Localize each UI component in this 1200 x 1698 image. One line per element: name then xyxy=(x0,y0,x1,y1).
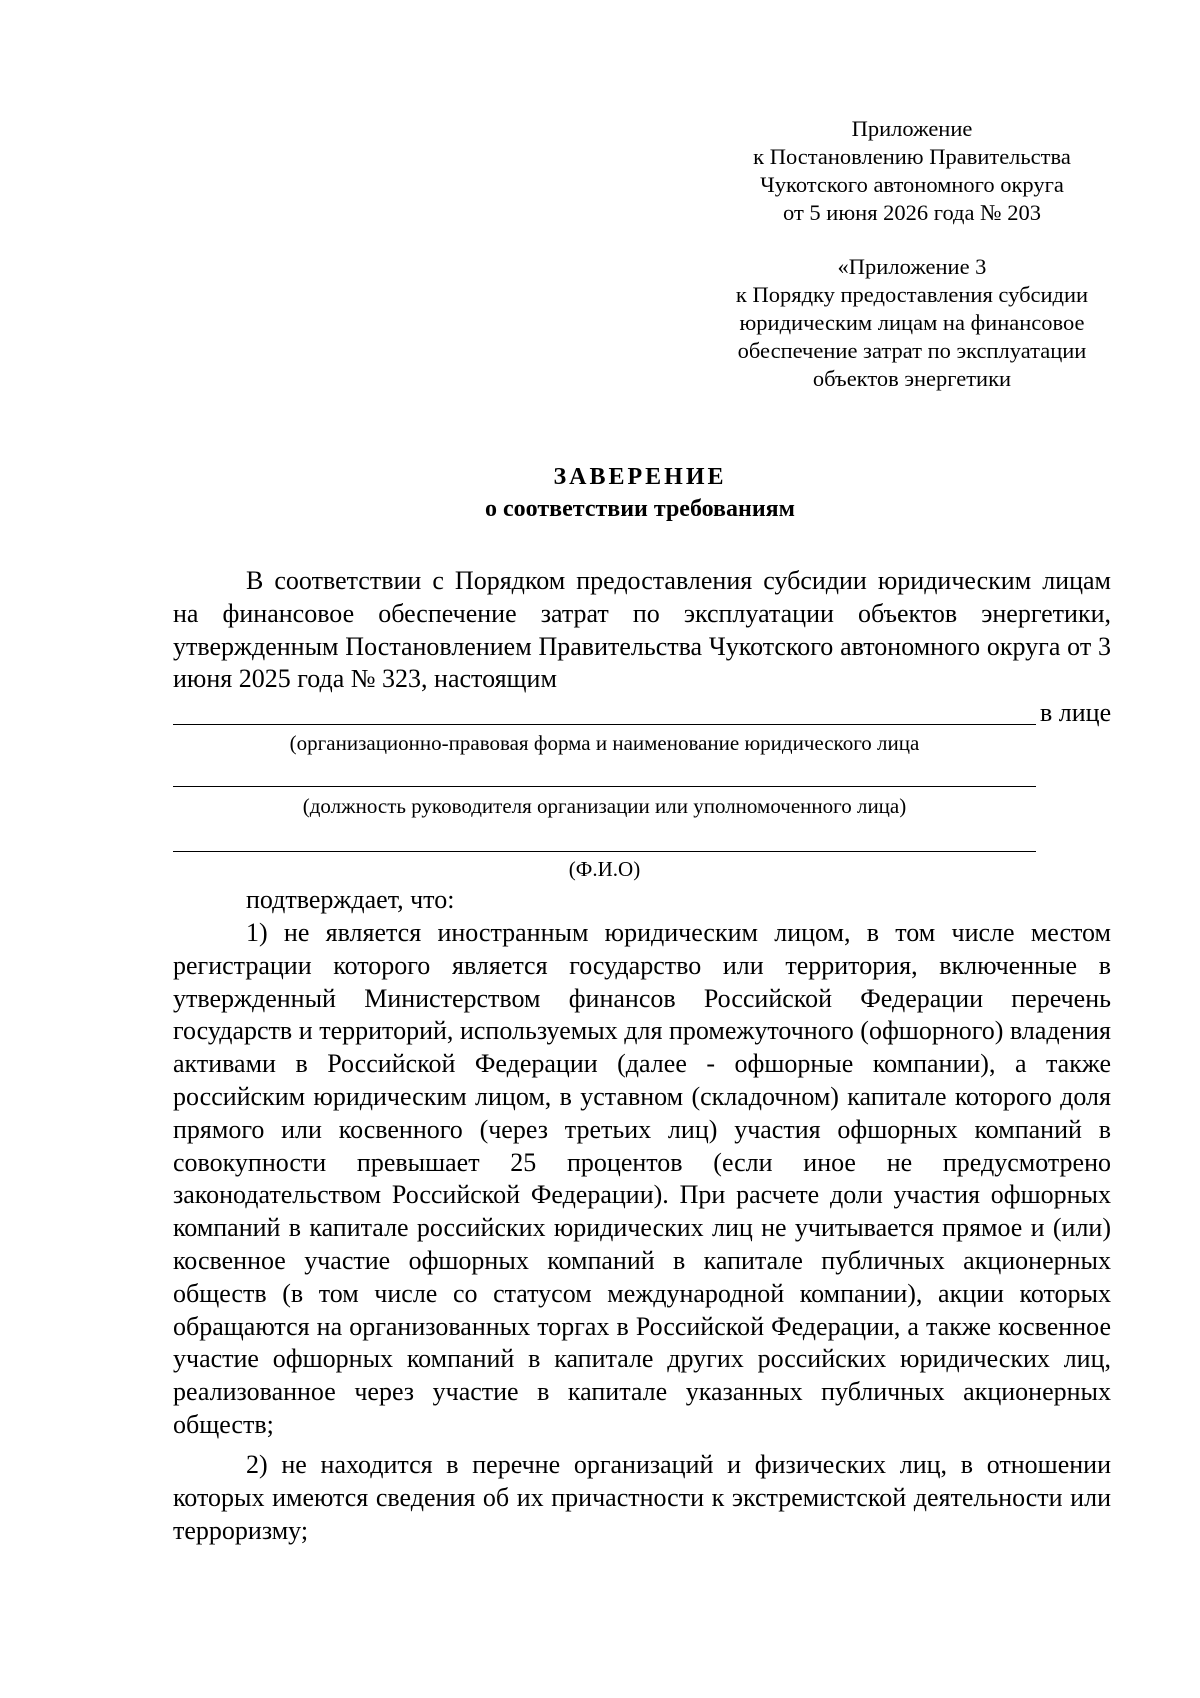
position-caption: (должность руководителя организации или уполномоченного лица) xyxy=(302,794,907,818)
requirement-text: 1) не является иностранным юридическим лицом, в том числе местом регистрации которого является государство или территория, включенные в утвержденный Министерством финансов Российской Федерации перечень государств и территорий, используемых для промежуточного (офшорного) владения активами в Российской Федерации (далее - офшорные компании), а также российским юридическим лицом, в уставном (складочном) капитале которого доля прямого или косвенного (через третьих лиц) участия офшорных компаний в совокупности превышает 25 процентов (если иное не предусмотрено законодательством Российской Федерации). При расчете доли участия офшорных компаний в капитале российских юридических лиц не учитывается прямое и (или) косвенное участие офшорных компаний в капитале публичных акционерных обществ (в том числе со статусом международной компании), акции которых обращаются на организованных торгах в Российской Федерации, а также косвенное участие офшорных компаний в капитале других российских юридических лиц, реализованное через участие в капитале указанных публичных акционерных обществ; xyxy=(173,918,1111,1439)
fio-caption: (Ф.И.О) xyxy=(568,857,641,881)
prior-appendix-line: к Порядку предоставления субсидии xyxy=(735,282,1089,307)
prior-appendix-header xyxy=(692,253,1132,393)
requirement-text: 2) не находится в перечне организаций и физических лиц, в отношении которых имеются сведения об их причастности к экстремистской деятельности или терроризму; xyxy=(173,1450,1111,1545)
confirms-text: подтверждает, что: xyxy=(246,885,455,914)
org-suffix-text: в лице xyxy=(1040,698,1112,727)
position-blank-line[interactable] xyxy=(173,786,1036,787)
appendix-line: к Постановлению Правительства xyxy=(753,144,1071,169)
document-subtitle: о соответствии требованиям xyxy=(485,496,795,522)
prior-appendix-line: обеспечение затрат по эксплуатации xyxy=(737,338,1087,363)
requirement-item-2 xyxy=(173,1449,1111,1547)
intro-paragraph: В соответствии с Порядком предоставления субсидии юридическим лицам на финансовое обеспечение затрат по эксплуатации объектов энергетики, утвержденным Постановлением Правительства Чукотского автономного округа от 3 июня 2025 года № 323, настоящим xyxy=(173,566,1111,694)
org-name-caption: (организационно-правовая форма и наименование юридического лица xyxy=(289,731,920,755)
appendix-line: Чукотского автономного округа xyxy=(760,172,1064,197)
prior-appendix-line: юридическим лицам на финансовое xyxy=(739,310,1085,335)
org-name-blank-line[interactable] xyxy=(173,724,1036,725)
appendix-line: Приложение xyxy=(851,116,973,141)
document-title: ЗАВЕРЕНИЕ xyxy=(553,464,727,490)
prior-appendix-line: «Приложение 3 xyxy=(837,254,987,279)
appendix-header xyxy=(692,115,1132,227)
appendix-line: от 5 июня 2026 года № 203 xyxy=(783,200,1041,225)
intro-block xyxy=(173,565,1111,696)
requirement-item-1 xyxy=(173,917,1111,1442)
prior-appendix-line: объектов энергетики xyxy=(812,366,1012,391)
fio-blank-line[interactable] xyxy=(173,851,1036,852)
